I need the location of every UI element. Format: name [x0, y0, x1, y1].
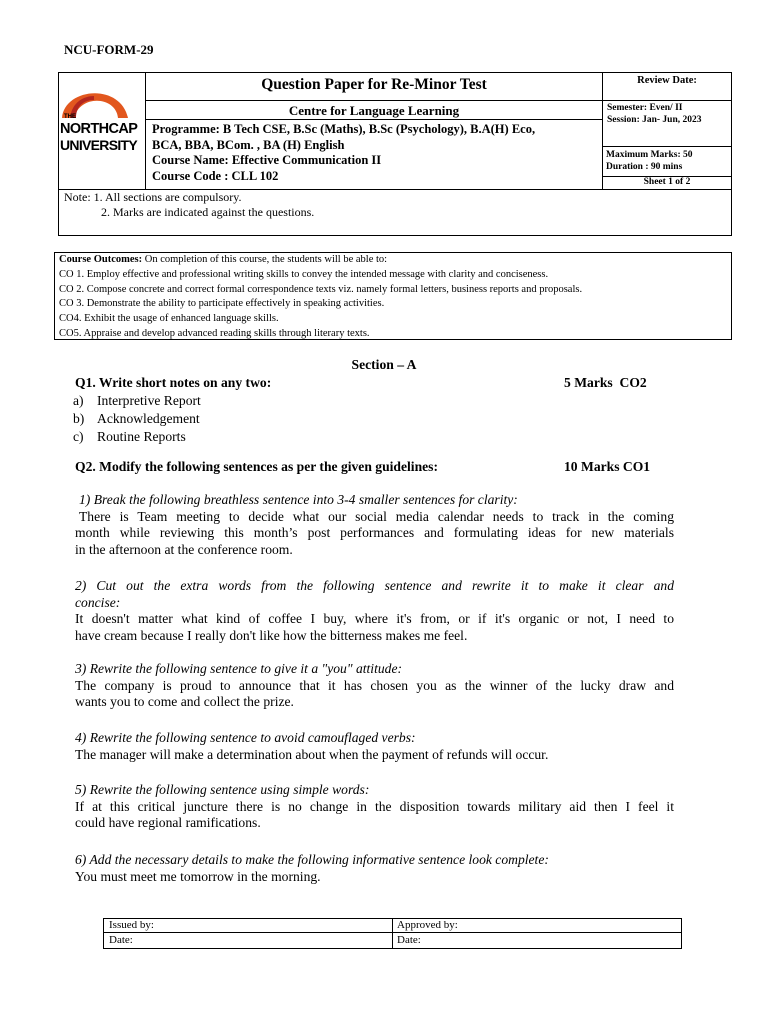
- q2-marks: 10 Marks CO1: [564, 459, 651, 474]
- sentence-line: The manager will make a determination about when the payment of refunds will occur.: [75, 746, 549, 762]
- logo-line2: NORTHCAP: [60, 121, 138, 137]
- sentence-line: If at this critical juncture there is no change in the disposition towards military aid then I feel it: [75, 798, 674, 814]
- date-left: Date:: [109, 934, 133, 946]
- programme-line1: Programme: B Tech CSE, B.Sc (Maths), B.Sc (Psychology), B.A(H) Eco,: [152, 122, 536, 136]
- sentence-line: in the afternoon at the conference room.: [75, 542, 293, 558]
- sheet-number: Sheet 1 of 2: [643, 177, 691, 187]
- instruction-cont: concise:: [75, 594, 121, 610]
- instruction: 3) Rewrite the following sentence to give it a "you" attitude:: [75, 661, 403, 676]
- q1-text: Q1. Write short notes on any two:: [75, 375, 272, 390]
- course-outcomes-box: [54, 252, 732, 340]
- sentence-line: There is Team meeting to decide what our social media calendar needs to track in the coming: [79, 508, 674, 524]
- q1-options: [73, 392, 201, 445]
- session: Session: Jan- Jun, 2023: [607, 114, 702, 125]
- sentence-line: wants you to come and collect the prize.: [75, 694, 294, 710]
- sentence-line: month while reviewing this month’s post performances and formulating ideas for new materials: [75, 525, 674, 541]
- q2-part-3: [75, 661, 674, 711]
- issued-by: Issued by:: [109, 919, 154, 931]
- course-outcome-item: CO5. Appraise and develop advanced reading skills through literary texts.: [59, 327, 370, 339]
- course-name: Course Name: Effective Communication II: [152, 153, 382, 167]
- max-marks: Maximum Marks: 50: [606, 150, 693, 160]
- course-outcome-item: CO4. Exhibit the usage of enhanced language skills.: [59, 313, 279, 325]
- course-outcome-item: CO 2. Compose concrete and correct formal correspondence texts viz. namely formal letters, business reports and proposals.: [59, 283, 583, 295]
- section-heading: Section – A: [351, 357, 417, 372]
- course-outcomes-label: Course Outcomes:: [59, 254, 143, 265]
- note-line2: 2. Marks are indicated against the questions.: [101, 205, 315, 219]
- marks-info: [606, 149, 693, 173]
- duration: Duration : 90 mins: [606, 162, 683, 172]
- course-outcome-item: CO 1. Employ effective and professional writing skills to convey the intended message with clarity and conciseness.: [59, 268, 549, 280]
- programme-line2: BCA, BBA, BCom. , BA (H) English: [152, 137, 345, 152]
- semester: Semester: Even/ II: [607, 103, 683, 113]
- list-item: b) Acknowledgement: [73, 410, 200, 426]
- q2-part-5: [75, 782, 674, 832]
- q2-text: Q2. Modify the following sentences as per the given guidelines:: [75, 459, 438, 474]
- centre-name: Centre for Language Learning: [288, 103, 460, 118]
- review-date: Review Date:: [637, 75, 697, 86]
- instruction: 5) Rewrite the following sentence using simple words:: [75, 782, 370, 797]
- q2-part-6: [75, 852, 674, 885]
- paper-title: Question Paper for Re-Minor Test: [261, 76, 487, 93]
- date-right: Date:: [397, 934, 421, 946]
- q2-part-2: [75, 578, 674, 645]
- sentence-line: have cream because I really don't like how the bitterness makes me feel.: [75, 628, 468, 644]
- sentence-line: It doesn't matter what kind of coffee I buy, where it's from, or if it's organic or not, I need to: [75, 611, 674, 627]
- sentence-line: The company is proud to announce that it has chosen you as the winner of the lucky draw and: [75, 677, 674, 693]
- instruction: 6) Add the necessary details to make the following informative sentence look complete:: [75, 852, 549, 867]
- note-line1: Note: 1. All sections are compulsory.: [64, 190, 242, 204]
- sentence-line: You must meet me tomorrow in the morning.: [75, 868, 321, 884]
- approved-by: Approved by:: [397, 919, 458, 931]
- logo-line3: UNIVERSITY: [60, 137, 138, 153]
- course-outcomes-intro: On completion of this course, the students will be able to:: [142, 254, 388, 265]
- q2-part-1: [75, 492, 674, 559]
- list-item: a) Interpretive Report: [73, 393, 201, 408]
- semester-info: [607, 103, 702, 126]
- instruction: 4) Rewrite the following sentence to avoid camouflaged verbs:: [75, 730, 416, 745]
- logo-line1: THE: [64, 114, 76, 120]
- instruction: 1) Break the following breathless sentence into 3-4 smaller sentences for clarity:: [79, 492, 518, 507]
- programme-info: [152, 122, 535, 184]
- instruction: 2) Cut out the extra words from the following sentence and rewrite it to make it clear and: [75, 578, 674, 593]
- course-outcome-item: CO 3. Demonstrate the ability to participate effectively in speaking activities.: [59, 298, 385, 310]
- form-code: NCU-FORM-29: [64, 42, 154, 57]
- q1-marks: 5 Marks CO2: [564, 375, 647, 390]
- course-code: Course Code : CLL 102: [152, 168, 279, 183]
- list-item: c) Routine Reports: [73, 428, 186, 444]
- note-block: [64, 190, 314, 220]
- q2-part-4: [75, 730, 674, 763]
- sentence-line: could have regional ramifications.: [75, 815, 261, 831]
